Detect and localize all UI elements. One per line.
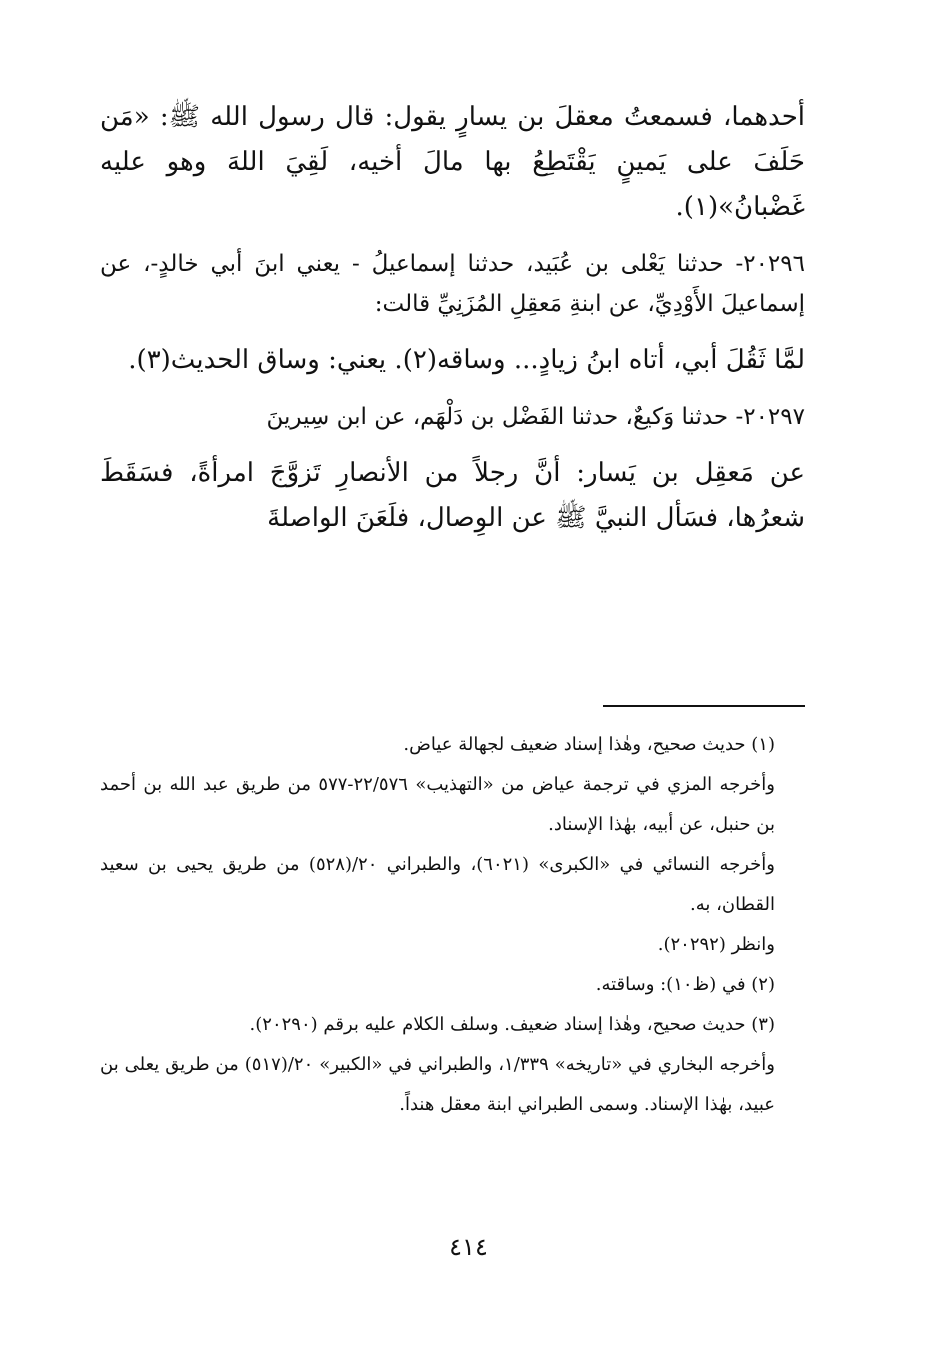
hadith-20297-isnad: ٢٠٢٩٧- حدثنا وَكيعٌ، حدثنا الفَضْل بن دَلْهَم، عن ابن سِيرينَ: [266, 404, 805, 430]
page-number: ٤١٤: [449, 1233, 488, 1261]
footnote-1-takhrij-mizzi: وأخرجه المزي في ترجمة عياض من «التهذيب» ٢٢/٥٧٦-٥٧٧ من طريق عبد الله بن أحمد بن حنبل، عن أبيه، بهٰذا الإسناد.: [100, 774, 775, 835]
paragraph-continued-hadith: أحدهما، فسمعتُ معقلَ بن يسارٍ يقول: قال رسول الله ﷺ: «مَن حَلَفَ على يَمينٍ يَقْتَطِعُ بها مالَ أخيه، لَقِيَ اللهَ وهو عليه غَضْبانُ»(١).: [100, 102, 806, 222]
footnote-separator: [603, 705, 805, 707]
footnote-1: (١) حديث صحيح، وهٰذا إسناد ضعيف لجهالة عياض.: [403, 734, 775, 755]
footnote-3: (٣) حديث صحيح، وهٰذا إسناد ضعيف. وسلف الكلام عليه برقم (٢٠٢٩٠).: [249, 1014, 775, 1035]
hadith-20297-text: عن مَعقِل بن يَسار: أنَّ رجلاً من الأنصارِ تَزوَّجَ امرأةً، فسَقَطَ شعرُها، فسَأل النبيَّ ﷺ عن الوِصال، فلَعَنَ الواصلةَ: [100, 458, 805, 533]
footnote-3-takhrij: وأخرجه البخاري في «تاريخه» ١/٣٣٩، والطبراني في «الكبير» ٢٠/(٥١٧) من طريق يعلى بن عبيد، بهٰذا الإسناد. وسمى الطبراني ابنة معقل هنداً.: [100, 1054, 775, 1115]
footnote-2: (٢) في (ظ١٠): وساقته.: [595, 974, 775, 995]
footnote-1-takhrij-nasai: وأخرجه النسائي في «الكبرى» (٦٠٢١)، والطبراني ٢٠/(٥٢٨) من طريق يحيى بن سعيد القطان، به.: [100, 854, 775, 915]
footnote-1-see-also: وانظر (٢٠٢٩٢).: [657, 934, 775, 955]
main-text: [100, 95, 805, 555]
footnotes: [100, 725, 805, 1125]
hadith-20296-isnad: ٢٠٢٩٦- حدثنا يَعْلى بن عُبَيد، حدثنا إسماعيلُ - يعني ابنَ أبي خالدٍ-، عن إسماعيلَ الأَوْدِيِّ، عن ابنةِ مَعقِلِ المُزَنِيِّ قالت:: [100, 251, 805, 317]
hadith-20296-text: لمَّا ثَقُلَ أبي، أتاه ابنُ زيادٍ... وساقه(٢). يعني: وساق الحديث(٣).: [128, 345, 805, 375]
